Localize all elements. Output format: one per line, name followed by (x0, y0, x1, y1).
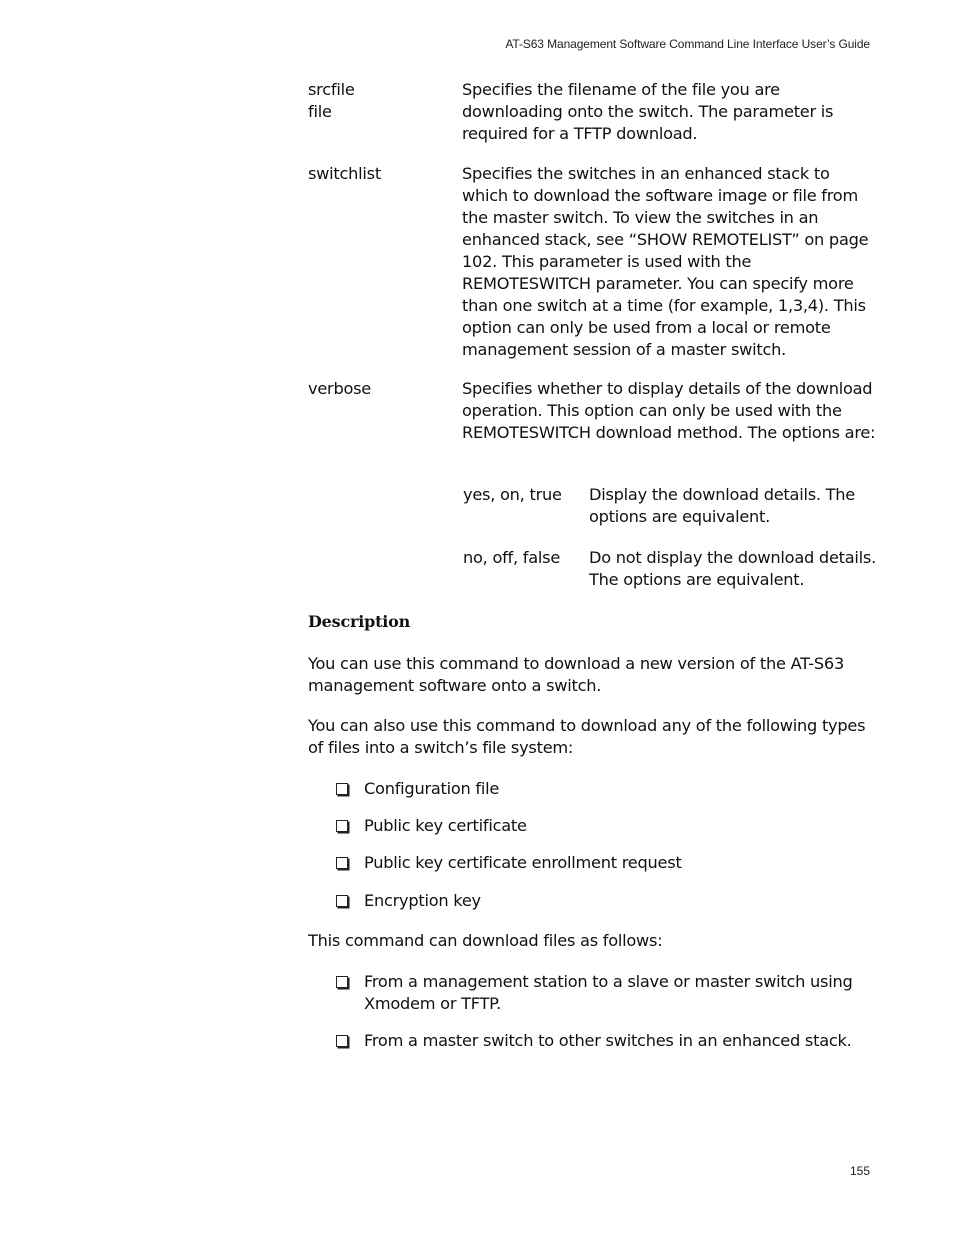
checkbox-bullet-icon (336, 976, 348, 988)
section-heading-description: Description (308, 612, 411, 631)
checkbox-bullet-icon (336, 857, 348, 869)
parameter-description: Specifies the filename of the file you are downloading onto the switch. The parameter is required for a TFTP download. (462, 80, 834, 143)
parameter-name: verbose (308, 379, 372, 398)
running-header: AT-S63 Management Software Command Line Interface User’s Guide (505, 37, 870, 51)
paragraph: This command can download files as follows: (308, 931, 663, 950)
checkbox-bullet-icon (336, 895, 348, 907)
paragraph: You can use this command to download a new version of the AT-S63 management software onto a switch. (308, 654, 844, 695)
option-description: Do not display the download details. The options are equivalent. (589, 548, 876, 589)
option-name: yes, on, true (463, 485, 562, 504)
parameter-name: switchlist (308, 164, 381, 183)
parameter-name: srcfile file (308, 80, 355, 121)
paragraph: You can also use this command to download any of the following types of files into a switch’s file system: (308, 716, 866, 757)
checkbox-bullet-icon (336, 820, 348, 832)
page-number: 155 (849, 1164, 870, 1178)
option-description: Display the download details. The options are equivalent. (589, 485, 856, 526)
checkbox-bullet-icon (336, 783, 348, 795)
parameter-description: Specifies the switches in an enhanced stack to which to download the software image or file from the master switch. To view the switches in an enhanced stack, see “SHOW REMOTELIST” on page 102. This parameter is used with the REMOTESWITCH parameter. You can specify more than one switch at a time (for example, 1,3,4). This option can only be used from a local or remote management session of a master switch. (462, 164, 869, 359)
parameter-description: Specifies whether to display details of the download operation. This option can only be used with the REMOTESWITCH download method. The options are: (462, 379, 876, 442)
checkbox-bullet-icon (336, 1035, 348, 1047)
option-name: no, off, false (463, 548, 561, 567)
